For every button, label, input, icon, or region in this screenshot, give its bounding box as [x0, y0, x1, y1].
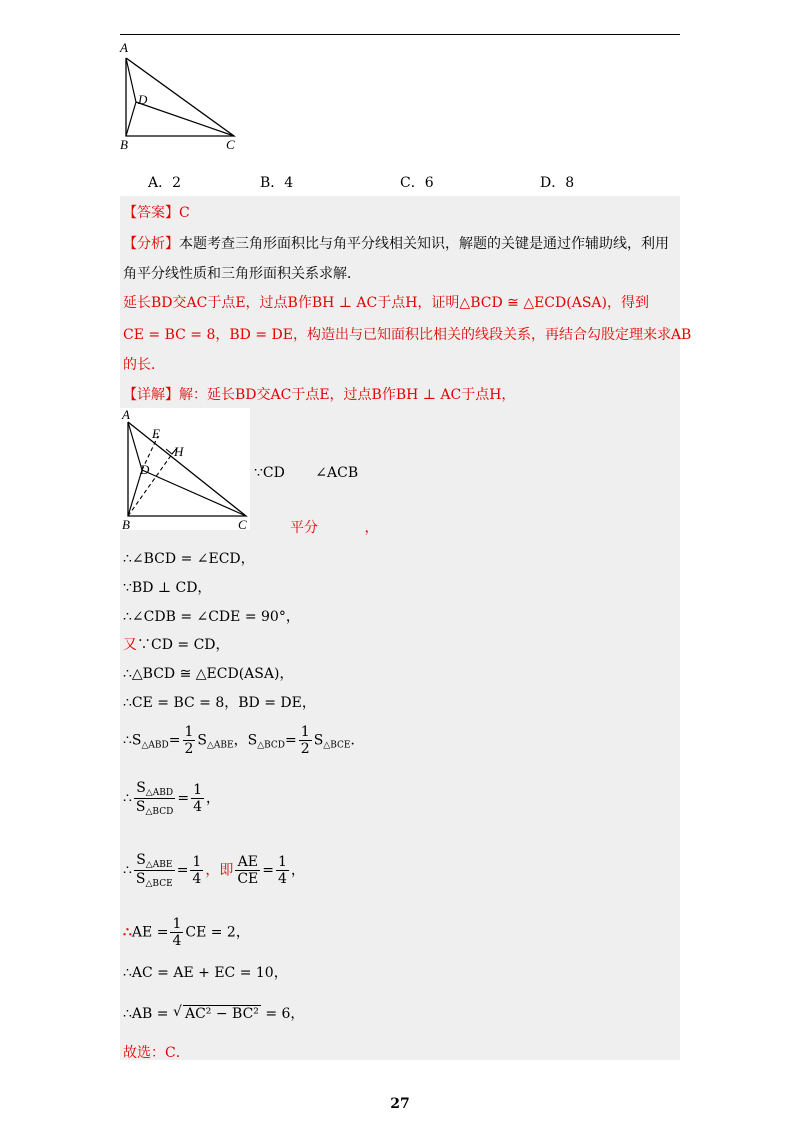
- step-10: ∴AE = $\frac{1}{4}$ CE = 2，: [123, 916, 250, 949]
- answer-tag: 【答案】: [123, 205, 179, 221]
- s9-prefix: ∴: [123, 862, 132, 879]
- q-num-1: 1: [193, 782, 202, 798]
- s9-end: ，: [290, 862, 305, 879]
- s12-suffix: = 6，: [265, 1006, 305, 1022]
- analysis-line-3: 延长BD交AC于点E，过点B作BH ⊥ AC于点H，证明△BCD ≅ △ECD(ASA)，得到: [123, 295, 649, 311]
- page-number: 27: [390, 1096, 410, 1112]
- detail-tag: 【详解】: [123, 387, 179, 403]
- s7-mid: S: [197, 732, 208, 749]
- bisect-comma: ，: [364, 520, 379, 536]
- s7-sub3: △BCD: [257, 740, 286, 751]
- auxiliary-figure: [120, 408, 250, 530]
- quarter-fraction-4: [170, 916, 183, 949]
- step-4-you: 又: [123, 637, 137, 653]
- bisector-premise: [254, 465, 358, 481]
- s9-den-sub: △BCE: [145, 879, 173, 889]
- ae-ce-fraction: [235, 854, 260, 887]
- detail-text-1: 解：延长BD交AC于点E，过点B作BH ⊥ AC于点H，: [179, 387, 516, 403]
- label-c: C: [238, 517, 247, 530]
- s8-prefix: ∴: [123, 790, 132, 807]
- step-7: [123, 724, 364, 757]
- analysis-tag: 【分析】: [123, 236, 179, 252]
- step-5: ∴△BCD ≅ △ECD(ASA)，: [123, 666, 294, 682]
- s9-den: S: [135, 871, 146, 887]
- half-fraction-2: [299, 724, 312, 757]
- label-d: D: [140, 462, 150, 477]
- s7-mid2: S: [313, 732, 324, 749]
- angle-acb: ∠ACB: [315, 465, 359, 481]
- s9-ji: ，即: [205, 862, 234, 879]
- label-h: H: [174, 444, 184, 459]
- option-c[interactable]: C．6: [400, 175, 434, 191]
- step-4: [123, 634, 230, 654]
- step-2: ∵BD ⊥ CD，: [123, 580, 212, 596]
- answer-value: C: [179, 205, 190, 221]
- area-ratio-fraction: [134, 780, 175, 817]
- s8-num-sub: △ABD: [145, 788, 174, 798]
- quarter-fraction-1: [191, 782, 204, 815]
- step-3: ∴∠CDB = ∠CDE = 90°，: [123, 609, 300, 625]
- s12-radicand: AC² − BC²: [184, 1006, 259, 1022]
- analysis-text-1: 本题考查三角形面积比与角平分线相关知识，解题的关键是通过作辅助线，利用: [179, 236, 669, 252]
- detail-line-1: [123, 384, 515, 404]
- analysis-line-5: 的长．: [123, 357, 165, 373]
- s12-prefix: ∴AB =: [123, 1006, 169, 1022]
- step-11: ∴AC = AE + EC = 10，: [123, 965, 288, 981]
- quarter-fraction-3: [276, 854, 289, 887]
- q-den-3: 4: [278, 871, 287, 887]
- s7-prefix: ∴S: [123, 732, 142, 749]
- s7-sub2: △ABE: [207, 740, 234, 751]
- label-b: B: [122, 517, 130, 530]
- s9-ce: CE: [237, 871, 259, 887]
- s7-sep: ，S: [233, 732, 258, 749]
- step-12: [123, 1003, 304, 1023]
- half-den-2: 2: [300, 741, 310, 757]
- option-a[interactable]: A．2: [148, 175, 182, 191]
- analysis-line-2: 角平分线性质和三角形面积关系求解．: [123, 266, 361, 282]
- s9-eq2: =: [262, 862, 275, 879]
- s9-num: S: [136, 852, 146, 868]
- quarter-fraction-2: [190, 854, 203, 887]
- step-8: [123, 780, 220, 817]
- s7-eq2: =: [285, 732, 297, 749]
- sqrt-expression: √ AC² − BC²: [172, 1004, 259, 1022]
- s7-end: ．: [350, 732, 365, 749]
- s7-sub1: △ABD: [141, 740, 169, 751]
- area-ratio-fraction-2: [134, 852, 175, 889]
- s8-num: S: [136, 780, 146, 796]
- analysis-line-4: CE = BC = 8，BD = DE，构造出与已知面积比相关的线段关系，再结合勾股定理来求AB: [123, 327, 692, 343]
- analysis-line-1: [123, 233, 669, 253]
- option-d[interactable]: D．8: [540, 175, 575, 191]
- half-num-2: 1: [300, 724, 310, 740]
- option-b[interactable]: B．4: [260, 175, 294, 191]
- s9-ae: AE: [235, 854, 260, 871]
- s10-suffix: CE = 2，: [185, 924, 250, 941]
- q-den-1: 4: [193, 799, 202, 815]
- bisect-text: 平分: [290, 520, 318, 536]
- q-num-2: 1: [192, 854, 202, 870]
- s8-den-sub: △BCD: [145, 807, 174, 817]
- q-num-4: 1: [172, 916, 182, 932]
- s9-num-sub: △ABE: [145, 860, 173, 870]
- s7-eq1: =: [168, 732, 181, 749]
- step-1: ∴∠BCD = ∠ECD，: [123, 551, 255, 567]
- step-13: 故选：C．: [123, 1045, 190, 1061]
- label-d: D: [138, 92, 148, 107]
- half-fraction-1: [183, 724, 196, 757]
- step-6: ∴CE = BC = 8，BD = DE，: [123, 695, 316, 711]
- s8-eq: =: [177, 790, 190, 807]
- bisect-word: [290, 517, 378, 537]
- q-num-3: 1: [278, 854, 287, 870]
- s8-den: S: [135, 799, 146, 815]
- answer-line: [123, 202, 190, 222]
- label-e: E: [152, 426, 160, 441]
- step-4-text: ∵CD = CD，: [137, 637, 230, 653]
- triangle-figure: [116, 40, 246, 152]
- label-a: A: [122, 408, 130, 422]
- label-a: A: [120, 40, 128, 55]
- q-den-4: 4: [172, 933, 182, 949]
- half-num-1: 1: [184, 724, 194, 740]
- label-c: C: [226, 137, 235, 152]
- s7-sub4: △BCE: [323, 740, 351, 751]
- because-cd: ∵CD: [254, 465, 285, 481]
- header-rule: [120, 34, 680, 35]
- q-den-2: 4: [192, 871, 202, 887]
- half-den-1: 2: [184, 741, 194, 757]
- s8-end: ，: [205, 790, 220, 807]
- s9-eq1: =: [176, 862, 189, 879]
- label-b: B: [120, 137, 128, 152]
- step-9: [123, 852, 305, 889]
